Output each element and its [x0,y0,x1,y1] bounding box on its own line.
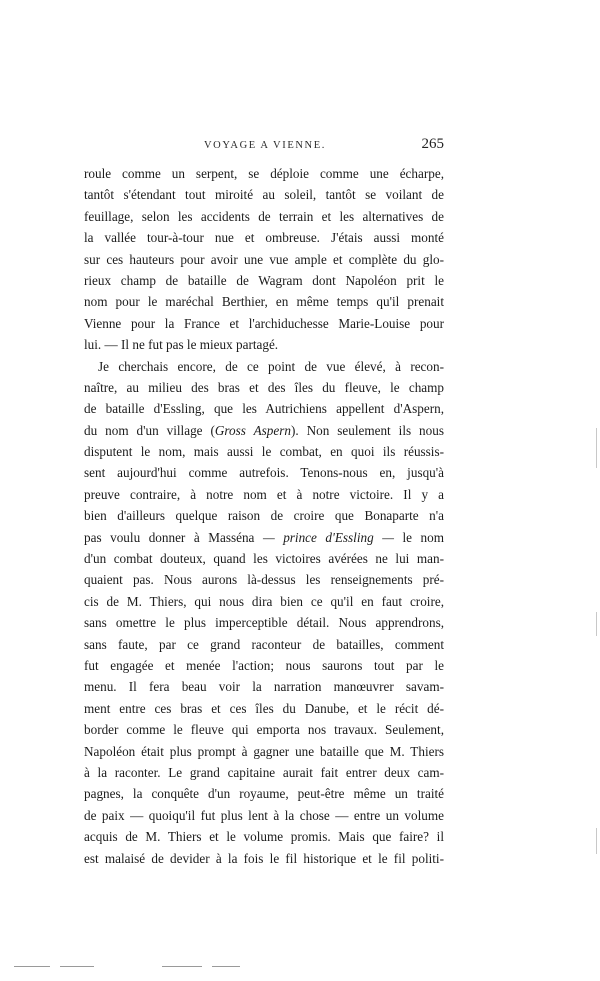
scan-edge-rule [162,966,202,967]
text-segment: ). Non seulement ils nous [290,422,444,438]
scan-edge-rule [212,966,240,967]
text-line: Vienne pour la France et l'archiduchesse Marie-Louise pour [84,315,444,331]
text-line: border comme le fleuve qui emporta nos travaux. Seulement, [84,722,444,738]
text-line: est malaisé de devider à la fois le fil historique et le fil politi- [84,850,444,866]
scan-margin-mark [596,828,597,854]
text-line: à la raconter. Le grand capitaine aurait fait entrer deux cam- [84,764,444,780]
text-segment: le nom [393,529,444,545]
scan-edge-rule [14,966,50,967]
text-line: Je cherchais encore, de ce point de vue élevé, à recon- [98,358,444,374]
text-line: cis de M. Thiers, qui nous dira bien ce qu'il en faut croire, [84,593,444,609]
running-head: VOYAGE A VIENNE. [204,140,326,151]
text-line: menu. Il fera beau voir la narration manœuvrer savam- [84,679,444,695]
text-line: sent aujourd'hui comme autrefois. Tenons-nous en, jusqu'à [84,465,444,481]
text-line: ment entre ces bras et ces îles du Danube, et le récit dé- [84,700,444,716]
text-segment: du nom d'un village ( [84,422,215,438]
scan-margin-mark [596,428,597,468]
text-line: sans omettre le plus imperceptible détail. Nous apprendrons, [84,615,444,631]
text-line: pagnes, la conquête d'un royaume, peut-être même un traité [84,786,444,802]
text-line: nom pour le maréchal Berthier, en même temps qu'il prenait [84,294,444,310]
text-line: la vallée tour-à-tour nue et ombreuse. J'étais aussi monté [84,230,444,246]
text-line: sans faute, par ce grand raconteur de batailles, comment [84,636,444,652]
text-line: tantôt s'étendant tout miroité au soleil, tantôt se voilant de [84,187,444,203]
body-text [84,163,444,869]
page-header [84,136,444,158]
text-line: lui. — Il ne fut pas le mieux partagé. [84,337,279,353]
scan-margin-mark [596,612,597,636]
text-line: d'un combat douteux, quand les victoires avérées ne lui man- [84,551,444,567]
text-line: rieux champ de bataille de Wagram dont Napoléon prit le [84,272,444,288]
text-line: disputent le nom, mais aussi le combat, en quoi ils réussis- [84,444,444,460]
scan-edge-rule [60,966,94,967]
text-line: fut engagée et menée l'action; nous saurons tout par le [84,657,444,673]
text-line: quaient pas. Nous aurons là-dessus les renseignements pré- [84,572,444,588]
italic-segment: — prince d'Essling — [262,529,394,545]
text-segment: pas voulu donner à Masséna [84,529,263,545]
text-line: sur ces hauteurs pour avoir une vue ample et complète du glo- [84,251,444,267]
page-number: 265 [421,136,444,152]
text-line: naître, au milieu des bras et des îles du fleuve, le champ [84,379,444,395]
text-line [84,527,444,548]
text-line: bien d'ailleurs quelque raison de croire que Bonaparte n'a [84,508,444,524]
italic-segment: Gross Aspern [214,422,291,438]
text-line: preuve contraire, à notre nom et à notre victoire. Il y a [84,486,444,502]
text-line: de paix — quoiqu'il fut plus lent à la chose — entre un volume [84,807,444,823]
text-line: acquis de M. Thiers et le volume promis. Mais que faire? il [84,829,444,845]
text-line [84,420,444,441]
text-line: de bataille d'Essling, que les Autrichiens appellent d'Aspern, [84,401,444,417]
text-line: feuillage, selon les accidents de terrain et les alternatives de [84,208,444,224]
text-line: Napoléon était plus prompt à gagner une bataille que M. Thiers [84,743,444,759]
text-line: roule comme un serpent, se déploie comme une écharpe, [84,166,444,181]
